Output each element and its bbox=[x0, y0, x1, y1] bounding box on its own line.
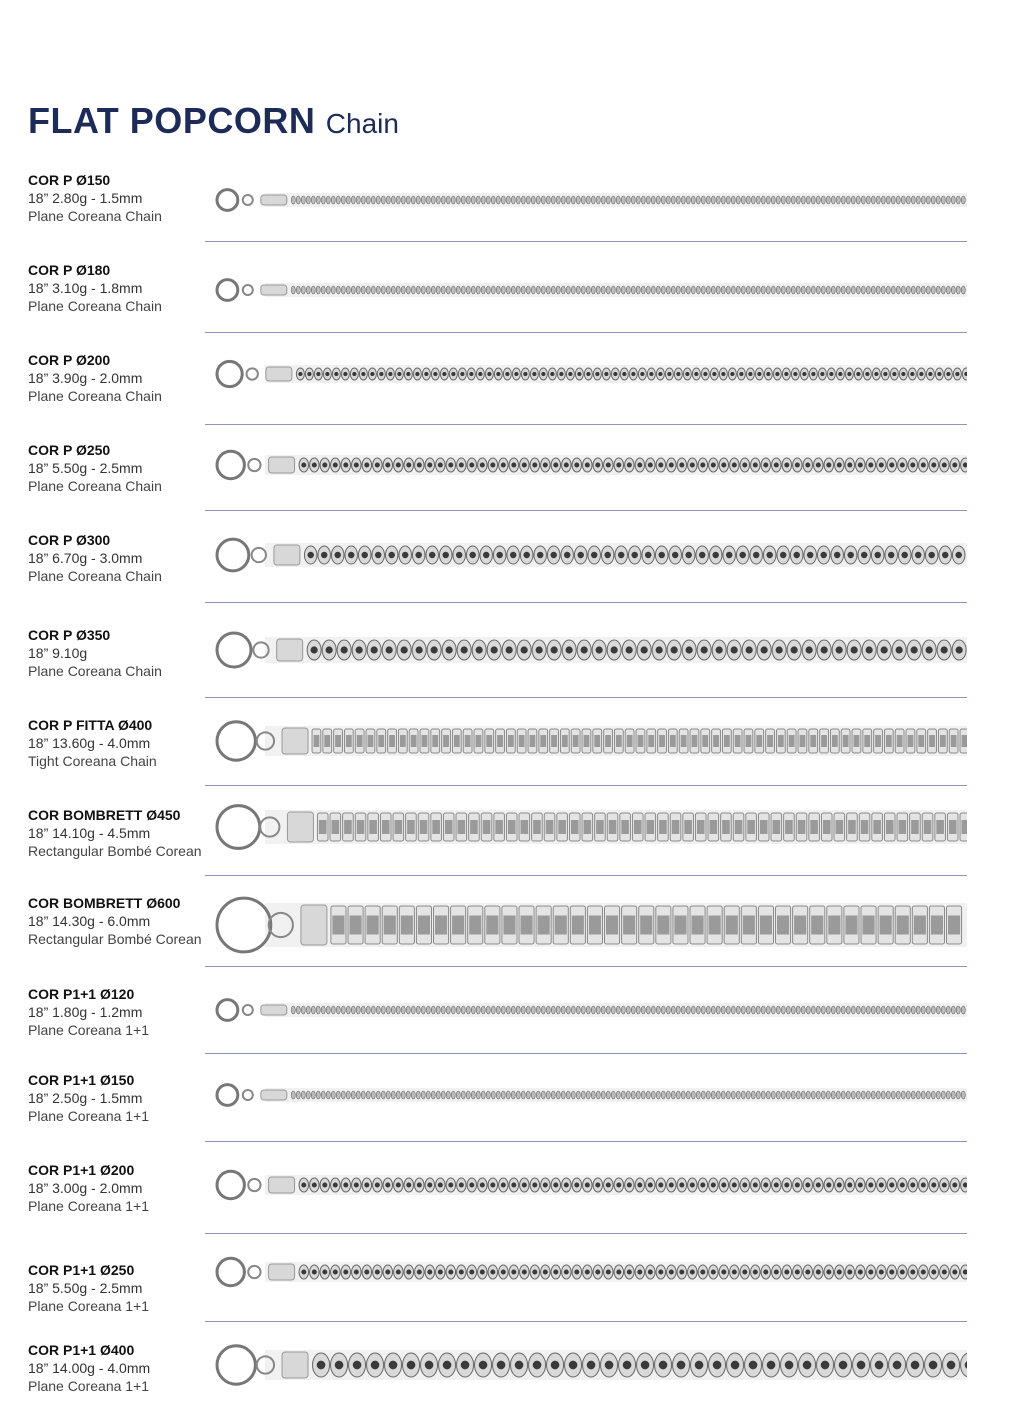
chain-image bbox=[205, 801, 967, 853]
chain-spec: 18” 5.50g - 2.5mm bbox=[28, 1280, 143, 1296]
chain-description: Plane Coreana Chain bbox=[28, 568, 162, 584]
lobster-clasp bbox=[217, 1346, 255, 1384]
chain-code: COR P Ø180 bbox=[28, 262, 111, 278]
chain-info bbox=[28, 531, 208, 585]
row-divider bbox=[205, 875, 967, 876]
chain-image bbox=[205, 273, 967, 307]
row-divider bbox=[205, 966, 967, 967]
chain-image bbox=[205, 1166, 967, 1204]
jump-ring bbox=[243, 1005, 253, 1015]
chain-image bbox=[205, 1078, 967, 1112]
chain-spec: 18” 3.10g - 1.8mm bbox=[28, 280, 143, 296]
jump-ring bbox=[252, 548, 266, 562]
chain-links bbox=[296, 368, 967, 380]
chain-description: Rectangular Bombé Corean bbox=[28, 931, 202, 947]
end-cap bbox=[282, 1352, 308, 1378]
end-cap bbox=[282, 728, 308, 754]
chain-info bbox=[28, 1341, 208, 1395]
chain-spec: 18” 3.90g - 2.0mm bbox=[28, 370, 143, 386]
row-divider bbox=[205, 424, 967, 425]
chain-links bbox=[291, 286, 965, 294]
chain-info bbox=[28, 716, 208, 770]
end-cap bbox=[269, 1264, 295, 1280]
chain-image bbox=[205, 446, 967, 484]
chain-code: COR BOMBRETT Ø450 bbox=[28, 807, 181, 823]
chain-spec: 18” 14.30g - 6.0mm bbox=[28, 913, 151, 929]
chain-image bbox=[205, 356, 967, 392]
chain-info bbox=[28, 985, 208, 1039]
row-divider bbox=[205, 1321, 967, 1322]
lobster-clasp bbox=[217, 898, 271, 952]
chain-spec: 18” 13.60g - 4.0mm bbox=[28, 735, 151, 751]
chain-info bbox=[28, 261, 208, 315]
chain-links bbox=[291, 196, 965, 204]
chain-description: Plane Coreana 1+1 bbox=[28, 1108, 150, 1124]
chain-code: COR BOMBRETT Ø600 bbox=[28, 895, 181, 911]
chain-links bbox=[312, 729, 967, 753]
end-cap bbox=[266, 367, 292, 381]
chain-code: COR P1+1 Ø200 bbox=[28, 1162, 135, 1178]
chain-description: Plane Coreana 1+1 bbox=[28, 1378, 150, 1394]
chain-info bbox=[28, 626, 208, 680]
lobster-clasp bbox=[217, 1258, 244, 1285]
row-divider bbox=[205, 241, 967, 242]
chain-info bbox=[28, 1071, 208, 1125]
end-cap bbox=[261, 285, 287, 295]
chain-spec: 18” 14.00g - 4.0mm bbox=[28, 1360, 151, 1376]
chain-info bbox=[28, 171, 208, 225]
chain-image bbox=[205, 717, 967, 765]
end-cap bbox=[274, 545, 300, 565]
chain-description: Plane Coreana Chain bbox=[28, 298, 162, 314]
chain-info bbox=[28, 1261, 208, 1315]
chain-image bbox=[205, 894, 967, 956]
end-cap bbox=[269, 1177, 295, 1193]
end-cap bbox=[269, 457, 295, 473]
lobster-clasp bbox=[217, 280, 238, 301]
chain-links bbox=[291, 1091, 965, 1099]
end-cap bbox=[261, 1090, 287, 1100]
end-cap bbox=[261, 195, 287, 205]
chain-code: COR P FITTA Ø400 bbox=[28, 717, 153, 733]
end-cap bbox=[277, 639, 303, 661]
chain-code: COR P1+1 Ø250 bbox=[28, 1262, 135, 1278]
end-cap bbox=[301, 905, 327, 945]
row-divider bbox=[205, 697, 967, 698]
chain-description: Plane Coreana Chain bbox=[28, 663, 162, 679]
chain-spec: 18” 2.50g - 1.5mm bbox=[28, 1090, 143, 1106]
chain-spec: 18” 5.50g - 2.5mm bbox=[28, 460, 143, 476]
lobster-clasp bbox=[217, 190, 238, 211]
chain-code: COR P Ø300 bbox=[28, 532, 111, 548]
chain-code: COR P1+1 Ø120 bbox=[28, 986, 135, 1002]
jump-ring bbox=[248, 1266, 260, 1278]
lobster-clasp bbox=[217, 1000, 238, 1021]
chain-spec: 18” 14.10g - 4.5mm bbox=[28, 825, 151, 841]
lobster-clasp bbox=[217, 1171, 244, 1198]
chain-image bbox=[205, 628, 967, 672]
chain-spec: 18” 9.10g bbox=[28, 645, 88, 661]
lobster-clasp bbox=[217, 539, 249, 571]
row-divider bbox=[205, 1053, 967, 1054]
chain-spec: 18” 3.00g - 2.0mm bbox=[28, 1180, 143, 1196]
title-sub: Chain bbox=[325, 108, 399, 139]
chain-code: COR P Ø250 bbox=[28, 442, 111, 458]
chain-description: Plane Coreana Chain bbox=[28, 478, 162, 494]
jump-ring bbox=[247, 368, 258, 379]
chain-info bbox=[28, 441, 208, 495]
lobster-clasp bbox=[217, 633, 251, 667]
chain-description: Plane Coreana Chain bbox=[28, 388, 162, 404]
chain-info bbox=[28, 1161, 208, 1215]
chain-links bbox=[317, 813, 967, 841]
row-divider bbox=[205, 785, 967, 786]
row-divider bbox=[205, 332, 967, 333]
chain-description: Plane Coreana 1+1 bbox=[28, 1022, 150, 1038]
chain-info bbox=[28, 351, 208, 405]
row-divider bbox=[205, 1141, 967, 1142]
chain-description: Plane Coreana 1+1 bbox=[28, 1198, 150, 1214]
chain-image bbox=[205, 1341, 967, 1389]
chain-code: COR P Ø150 bbox=[28, 172, 111, 188]
jump-ring bbox=[243, 195, 253, 205]
lobster-clasp bbox=[217, 361, 242, 386]
chain-code: COR P1+1 Ø150 bbox=[28, 1072, 135, 1088]
end-cap bbox=[287, 812, 313, 842]
chain-image bbox=[205, 183, 967, 217]
jump-ring bbox=[248, 1179, 260, 1191]
chain-links bbox=[291, 1006, 965, 1014]
lobster-clasp bbox=[217, 1085, 238, 1106]
chain-image bbox=[205, 993, 967, 1027]
chain-links bbox=[331, 906, 962, 944]
chain-links bbox=[304, 546, 965, 564]
lobster-clasp bbox=[217, 722, 255, 760]
title-main: FLAT POPCORN bbox=[28, 100, 316, 141]
chain-info bbox=[28, 806, 208, 860]
chain-description: Rectangular Bombé Corean bbox=[28, 843, 202, 859]
chain-description: Tight Coreana Chain bbox=[28, 753, 157, 769]
jump-ring bbox=[243, 1090, 253, 1100]
chain-image bbox=[205, 534, 967, 576]
jump-ring bbox=[243, 285, 253, 295]
chain-spec: 18” 2.80g - 1.5mm bbox=[28, 190, 143, 206]
chain-spec: 18” 1.80g - 1.2mm bbox=[28, 1004, 143, 1020]
page-title bbox=[28, 100, 399, 142]
end-cap bbox=[261, 1005, 287, 1015]
lobster-clasp bbox=[217, 451, 244, 478]
row-divider bbox=[205, 1233, 967, 1234]
chain-code: COR P1+1 Ø400 bbox=[28, 1342, 135, 1358]
row-divider bbox=[205, 602, 967, 603]
jump-ring bbox=[248, 459, 260, 471]
chain-info bbox=[28, 894, 208, 948]
chain-code: COR P Ø200 bbox=[28, 352, 111, 368]
chain-spec: 18” 6.70g - 3.0mm bbox=[28, 550, 143, 566]
row-divider bbox=[205, 510, 967, 511]
chain-image bbox=[205, 1253, 967, 1291]
chain-description: Plane Coreana 1+1 bbox=[28, 1298, 150, 1314]
chain-code: COR P Ø350 bbox=[28, 627, 111, 643]
lobster-clasp bbox=[217, 806, 260, 849]
chain-description: Plane Coreana Chain bbox=[28, 208, 162, 224]
